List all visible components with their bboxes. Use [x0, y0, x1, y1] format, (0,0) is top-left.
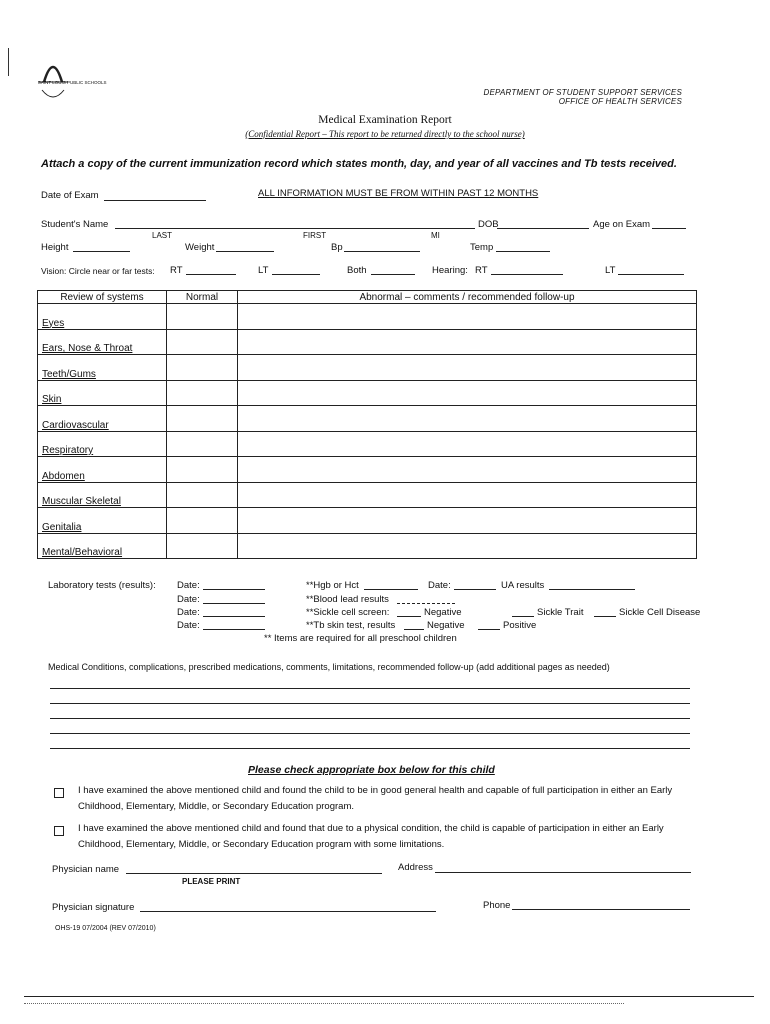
bp-label: Bp	[331, 242, 343, 253]
phone-field[interactable]	[512, 909, 690, 910]
abnormal-comment-cell[interactable]	[238, 406, 697, 432]
phone-label: Phone	[483, 900, 511, 911]
hearing-lt-label: LT	[605, 265, 616, 276]
tb-positive-label: Positive	[503, 620, 537, 631]
table-row	[38, 329, 697, 355]
please-print-caption: PLEASE PRINT	[182, 877, 241, 886]
tb-negative-label: Negative	[427, 620, 465, 631]
table-row	[38, 482, 697, 508]
normal-cell[interactable]	[167, 508, 238, 534]
vision-rt-field[interactable]	[186, 274, 236, 275]
limited-participation-text: I have examined the above mentioned child and found that due to a physical condition, the child is capable of participation in either an Early Childhood, Elementary, Middle, or Secondary Education program with some limitations.	[78, 823, 664, 850]
abnormal-comment-cell[interactable]	[238, 457, 697, 483]
normal-cell[interactable]	[167, 457, 238, 483]
normal-cell[interactable]	[167, 533, 238, 559]
hearing-lt-field[interactable]	[618, 274, 684, 275]
lab-date-label: Date:	[177, 607, 200, 618]
conditions-line[interactable]	[50, 733, 690, 734]
abnormal-comment-cell[interactable]	[238, 304, 697, 330]
page-title: Medical Examination Report	[318, 114, 452, 126]
vision-lt-label: LT	[258, 265, 269, 276]
age-label: Age on Exam	[593, 219, 651, 230]
temp-field[interactable]	[496, 251, 550, 252]
system-name: Teeth/Gums	[38, 355, 167, 381]
info-notice: ALL INFORMATION MUST BE FROM WITHIN PAST 12 MONTHS	[258, 188, 539, 199]
lab-date-label: Date:	[177, 580, 200, 591]
normal-cell[interactable]	[167, 329, 238, 355]
system-name: Skin	[38, 380, 167, 406]
sickle-trait-label: Sickle Trait	[537, 607, 584, 618]
immunization-instructions: Attach a copy of the current immunization record which states month, day, and year of all vaccines and Tb tests received.	[41, 158, 677, 170]
table-row	[38, 355, 697, 381]
sickle-negative-label: Negative	[424, 607, 462, 618]
hgb-date-label: Date:	[428, 580, 451, 591]
dob-label: DOB	[478, 219, 499, 230]
full-participation-checkbox[interactable]	[54, 788, 64, 798]
normal-cell[interactable]	[167, 406, 238, 432]
conditions-line[interactable]	[50, 748, 690, 749]
first-name-caption: FIRST	[303, 231, 327, 240]
hgb-field[interactable]	[364, 589, 418, 590]
limited-participation-checkbox[interactable]	[54, 826, 64, 836]
check-heading: Please check appropriate box below for this child	[248, 764, 495, 776]
sickle-disease-field[interactable]	[594, 616, 616, 617]
normal-cell[interactable]	[167, 380, 238, 406]
column-header: Normal	[167, 291, 238, 304]
conditions-line[interactable]	[50, 718, 690, 719]
table-row	[38, 304, 697, 330]
last-name-caption: LAST	[152, 231, 173, 240]
physician-signature-field[interactable]	[140, 911, 436, 912]
form-id: OHS-19 07/2004 (REV 07/2010)	[55, 925, 156, 932]
system-name: Mental/Behavioral	[38, 533, 167, 559]
lead-field[interactable]	[397, 603, 455, 604]
vision-rt-label: RT	[170, 265, 183, 276]
normal-cell[interactable]	[167, 304, 238, 330]
lab-date-label: Date:	[177, 620, 200, 631]
physician-name-field[interactable]	[126, 873, 382, 874]
review-of-systems-table	[37, 290, 697, 559]
student-name-label: Student's Name	[41, 219, 109, 230]
table-row	[38, 457, 697, 483]
hearing-label: Hearing:	[432, 265, 468, 276]
hgb-label: **Hgb or Hct	[306, 580, 359, 591]
margin-mark	[8, 48, 9, 76]
system-name: Respiratory	[38, 431, 167, 457]
vision-label: Vision: Circle near or far tests:	[41, 266, 155, 276]
logo-text: SAINT LOUIS PUBLIC SCHOOLS	[37, 80, 107, 86]
lab-date-field[interactable]	[203, 589, 265, 590]
physician-name-label: Physician name	[52, 864, 120, 875]
system-name: Cardiovascular	[38, 406, 167, 432]
middle-initial-caption: MI	[431, 231, 440, 240]
vision-both-field[interactable]	[371, 274, 415, 275]
system-name: Genitalia	[38, 508, 167, 534]
lab-tests-label: Laboratory tests (results):	[48, 580, 156, 591]
normal-cell[interactable]	[167, 482, 238, 508]
abnormal-comment-cell[interactable]	[238, 355, 697, 381]
ua-field[interactable]	[549, 589, 635, 590]
weight-field[interactable]	[216, 251, 274, 252]
sickle-trait-field[interactable]	[512, 616, 534, 617]
abnormal-comment-cell[interactable]	[238, 329, 697, 355]
age-field[interactable]	[652, 228, 686, 229]
preschool-note: ** Items are required for all preschool children	[264, 633, 457, 644]
table-row	[38, 380, 697, 406]
hearing-rt-label: RT	[475, 265, 488, 276]
conditions-line[interactable]	[50, 688, 690, 689]
table-row	[38, 508, 697, 534]
lead-label: **Blood lead results	[306, 594, 389, 605]
sickle-label: **Sickle cell screen:	[306, 607, 390, 618]
bottom-rule	[24, 996, 754, 997]
address-label: Address	[398, 862, 433, 873]
hearing-rt-field[interactable]	[491, 274, 563, 275]
tb-label: **Tb skin test, results	[306, 620, 396, 631]
normal-cell[interactable]	[167, 431, 238, 457]
page-subtitle: (Confidential Report – This report to be returned directly to the school nurse)	[245, 129, 525, 139]
ua-label: UA results	[501, 580, 545, 591]
vision-both-label: Both	[347, 265, 367, 276]
address-field[interactable]	[435, 872, 691, 873]
height-label: Height	[41, 242, 69, 253]
abnormal-comment-cell[interactable]	[238, 533, 697, 559]
exam-date-label: Date of Exam	[41, 190, 99, 201]
department-name: DEPARTMENT OF STUDENT SUPPORT SERVICES	[483, 88, 682, 97]
tb-positive-field[interactable]	[478, 629, 500, 630]
bottom-rule	[24, 1003, 624, 1004]
abnormal-comment-cell[interactable]	[238, 380, 697, 406]
tb-result-field[interactable]	[404, 629, 424, 630]
conditions-line[interactable]	[50, 703, 690, 704]
temp-label: Temp	[470, 242, 494, 253]
abnormal-comment-cell[interactable]	[238, 508, 697, 534]
student-name-field[interactable]	[115, 228, 475, 229]
lab-date-field[interactable]	[203, 629, 265, 630]
table-header-row	[38, 291, 697, 304]
table-row	[38, 406, 697, 432]
system-name: Eyes	[38, 304, 167, 330]
dob-field[interactable]	[497, 228, 589, 229]
school-logo-icon	[36, 52, 70, 104]
system-name: Muscular Skeletal	[38, 482, 167, 508]
abnormal-comment-cell[interactable]	[238, 482, 697, 508]
table-row	[38, 533, 697, 559]
exam-date-field[interactable]	[104, 200, 206, 201]
office-name: OFFICE OF HEALTH SERVICES	[558, 97, 682, 106]
bp-field[interactable]	[344, 251, 420, 252]
conditions-label: Medical Conditions, complications, prescribed medications, comments, limitations, recommended follow-up (add additional pages as needed)	[48, 662, 610, 672]
hgb-date-field[interactable]	[454, 589, 496, 590]
abnormal-comment-cell[interactable]	[238, 431, 697, 457]
normal-cell[interactable]	[167, 355, 238, 381]
system-name: Abdomen	[38, 457, 167, 483]
lab-date-field[interactable]	[203, 603, 265, 604]
table-row	[38, 431, 697, 457]
vision-lt-field[interactable]	[272, 274, 320, 275]
sickle-negative-field[interactable]	[397, 616, 421, 617]
sickle-disease-label: Sickle Cell Disease	[619, 607, 701, 618]
physician-signature-label: Physician signature	[52, 902, 135, 913]
weight-label: Weight	[185, 242, 215, 253]
lab-date-label: Date:	[177, 594, 200, 605]
system-name: Ears, Nose & Throat	[38, 329, 167, 355]
lab-date-field[interactable]	[203, 616, 265, 617]
column-header: Review of systems	[38, 291, 167, 304]
column-header: Abnormal – comments / recommended follow-up	[238, 291, 697, 304]
height-field[interactable]	[73, 251, 130, 252]
full-participation-text: I have examined the above mentioned child and found the child to be in good general health and capable of full participation in either an Early Childhood, Elementary, Middle, or Secondary Education program.	[78, 785, 673, 812]
